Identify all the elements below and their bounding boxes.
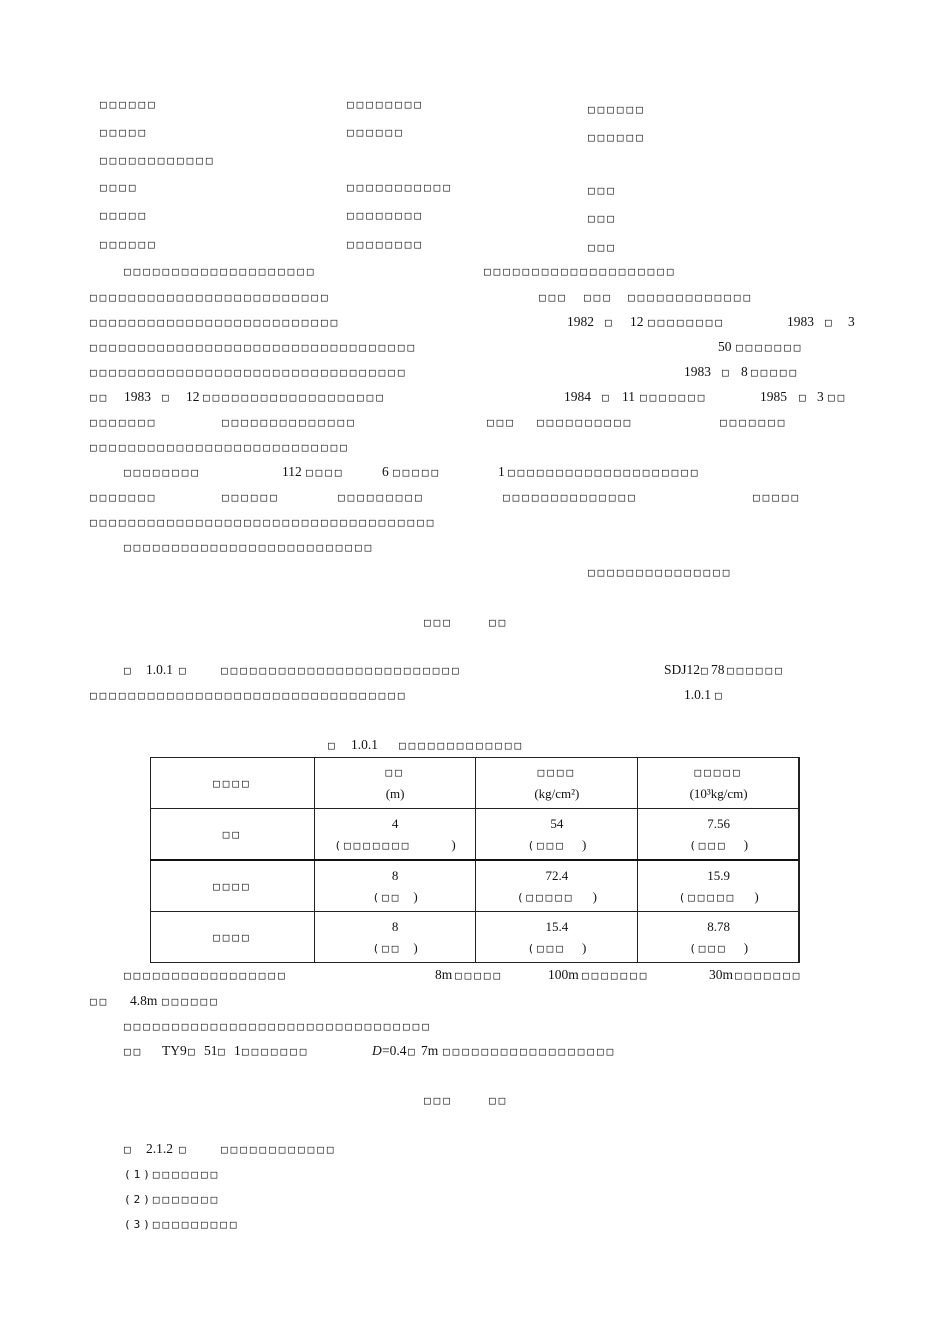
at-line1-e: □□□□□□□ — [582, 969, 650, 982]
header-3-label: □□□□□ — [694, 766, 743, 779]
at-line4-f: 1 — [234, 1043, 241, 1058]
row2-v2: 72.4 — [545, 867, 569, 883]
p1-line4-a: □□□□□□□□□□□□□□□□□□□□□□□□□□□□□□□□□□ — [90, 341, 418, 354]
c1-line1-d: □□□□□□□□□□□□□□□□□□□□□□□□□ — [221, 664, 462, 677]
p2-line1-a: □□□□□□□□ — [124, 466, 201, 479]
c1-line2-b: 1.0.1 — [684, 687, 711, 702]
p1-line5-e: □□□□□ — [751, 366, 800, 379]
row1-col1 — [314, 809, 476, 861]
row1-n3: (□□□ — [689, 838, 728, 852]
row2-name — [151, 860, 315, 912]
list-item: (1)□□□□□□□ — [124, 1168, 221, 1181]
row2-c3-close: ) — [754, 888, 759, 904]
p1-line5-c: □ — [722, 366, 732, 379]
at-line4-l: □□□□□□□□□□□□□□□□□□ — [443, 1045, 617, 1058]
table-row — [151, 860, 800, 912]
p1-line6-g: □ — [602, 391, 612, 404]
header-cell-1 — [314, 758, 476, 809]
header-r5-c1: □□□□□ — [100, 209, 149, 222]
p1-line2-b: □□□ — [539, 291, 568, 304]
c2-c: □ — [179, 1143, 189, 1156]
row1-n2: (□□□ — [527, 838, 566, 852]
section-2-number: □□□ — [424, 1094, 453, 1107]
c1-line1-b: 1.0.1 — [146, 662, 173, 677]
at-line2-a: □□ — [90, 995, 110, 1008]
p2-line1-d: 6 — [382, 464, 389, 479]
row3-v1: 8 — [391, 918, 399, 934]
p1-line6-k: □ — [799, 391, 809, 404]
c1-line2-a: □□□□□□□□□□□□□□□□□□□□□□□□□□□□□□□□□ — [90, 689, 408, 702]
c1-line1-a: □ — [124, 664, 134, 677]
p1-line2-a: □□□□□□□□□□□□□□□□□□□□□□□□□ — [90, 291, 331, 304]
p1-line8: □□□□□□□□□□□□□□□□□□□□□□□□□□□ — [90, 441, 350, 454]
header-r2-c2: □□□□□□ — [347, 126, 405, 139]
p1-line5-d: 8 — [741, 364, 748, 379]
p1-line4-b: 50 — [718, 339, 732, 354]
p1-line6-f: 1984 — [564, 389, 591, 404]
at-line4-b: TY9 — [162, 1043, 187, 1058]
list-item: (2)□□□□□□□ — [124, 1193, 221, 1206]
p2-line2-d: □□□□□□□□□□□□□□ — [503, 491, 638, 504]
p1-line3-b: 1982 — [567, 314, 594, 329]
c1-line1-f: □ — [701, 664, 711, 677]
row2-n2: (□□□□□ — [516, 890, 575, 904]
table-header-row — [151, 758, 800, 809]
row3-col2 — [476, 912, 638, 963]
c1-line2-c: □ — [715, 689, 725, 702]
header-cell-2 — [476, 758, 638, 809]
at-line4-g: □□□□□□□ — [242, 1045, 310, 1058]
row1-v1: 4 — [391, 815, 399, 831]
row2-name-text: □□□□ — [213, 880, 252, 893]
p2-line1-f: 1 — [498, 464, 505, 479]
table-right-border — [798, 757, 800, 963]
p1-line7-a: □□□□□□□ — [90, 416, 158, 429]
p1-line6-e: □□□□□□□□□□□□□□□□□□□ — [203, 391, 386, 404]
header-1-label: □□ — [385, 766, 405, 779]
p1-line3-e: □□□□□□□□ — [648, 316, 725, 329]
header-r6-c3: □□□ — [588, 241, 617, 254]
header-r2-c3: □□□□□□ — [588, 131, 646, 144]
row2-c1-close: ) — [413, 888, 418, 904]
header-r5-c2: □□□□□□□□ — [347, 209, 424, 222]
p2-line1-b: 112 — [282, 464, 302, 479]
table-row — [151, 809, 800, 861]
at-line1-f: 30m — [709, 967, 734, 982]
header-r4-c1: □□□□ — [100, 181, 139, 194]
p1-line7-d: □□□□□□□□□□ — [537, 416, 634, 429]
at-line4-c: □ — [188, 1045, 198, 1058]
row1-name — [151, 809, 315, 861]
header-name-label: □□□□ — [213, 777, 252, 790]
p2-line2-a: □□□□□□□ — [90, 491, 158, 504]
header-r6-c2: □□□□□□□□ — [347, 238, 424, 251]
p1-line7-e: □□□□□□□ — [720, 416, 788, 429]
c1-line1-h: □□□□□□ — [727, 664, 785, 677]
at-line3: □□□□□□□□□□□□□□□□□□□□□□□□□□□□□□□□ — [124, 1020, 432, 1033]
p1-line6-m: □□ — [828, 391, 848, 404]
row3-c2-close: ) — [581, 939, 587, 955]
row1-c2-close: ) — [581, 836, 587, 852]
c1-line1-c: □ — [179, 664, 189, 677]
p1-line6-h: 11 — [622, 389, 635, 404]
p1-line3-f: 1983 — [787, 314, 814, 329]
row1-c3-close: ) — [743, 836, 749, 852]
table-caption-title: □□□□□□□□□□□□□ — [399, 739, 525, 752]
header-1-unit: (m) — [385, 786, 405, 801]
row3-v2: 15.4 — [545, 918, 569, 934]
at-line4-h: D — [372, 1043, 382, 1058]
row3-c3-close: ) — [743, 939, 749, 955]
section-1-number: □□□ — [424, 616, 453, 629]
p2-line1-c: □□□□ — [306, 466, 345, 479]
header-r3-c1: □□□□□□□□□□□□ — [100, 154, 216, 167]
p1-line3-c: □ — [605, 316, 615, 329]
at-line2-b: 4.8m — [130, 993, 158, 1008]
p1-line5-a: □□□□□□□□□□□□□□□□□□□□□□□□□□□□□□□□□ — [90, 366, 408, 379]
row2-n3: (□□□□□ — [678, 890, 737, 904]
header-r2-c1: □□□□□ — [100, 126, 149, 139]
p1-line7-c: □□□ — [487, 416, 516, 429]
at-line4-a: □□ — [124, 1045, 144, 1058]
row1-name-text: □□ — [222, 828, 242, 841]
p1-line2-d: □□□□□□□□□□□□□ — [628, 291, 754, 304]
table-caption-a: □ — [328, 739, 338, 752]
p1-line1-a: □□□□□□□□□□□□□□□□□□□□ — [124, 265, 317, 278]
row1-col2 — [476, 809, 638, 861]
row3-n3: (□□□ — [689, 941, 728, 955]
p1-line6-j: 1985 — [760, 389, 787, 404]
header-r6-c1: □□□□□□ — [100, 238, 158, 251]
p1-line6-a: □□ — [90, 391, 110, 404]
p1-line1-b: □□□□□□□□□□□□□□□□□□□□ — [484, 265, 677, 278]
at-line2-c: □□□□□□ — [162, 995, 220, 1008]
p1-line5-b: 1983 — [684, 364, 711, 379]
p2-line2-b: □□□□□□ — [222, 491, 280, 504]
row3-col3 — [638, 912, 800, 963]
table-row — [151, 912, 800, 963]
at-line1-b: 8m — [435, 967, 453, 982]
header-cell-name — [151, 758, 315, 809]
p1-line4-c: □□□□□□□ — [736, 341, 804, 354]
header-3-unit: (10³kg/cm) — [689, 786, 748, 801]
p1-line3-a: □□□□□□□□□□□□□□□□□□□□□□□□□□ — [90, 316, 341, 329]
p3-line1: □□□□□□□□□□□□□□□□□□□□□□□□□□ — [124, 541, 375, 554]
data-table — [150, 757, 800, 963]
row3-v3: 8.78 — [707, 918, 730, 934]
p2-line2-c: □□□□□□□□□ — [338, 491, 425, 504]
row2-c2-close: ) — [592, 888, 597, 904]
at-line4-i: =0.4 — [382, 1043, 407, 1058]
row3-c1-close: ) — [413, 939, 418, 955]
p2-line1-e: □□□□□ — [393, 466, 442, 479]
p1-line3-d: 12 — [630, 314, 644, 329]
row3-name — [151, 912, 315, 963]
p1-line7-b: □□□□□□□□□□□□□□ — [222, 416, 357, 429]
row3-col1 — [314, 912, 476, 963]
at-line4-j: □ — [408, 1045, 418, 1058]
header-cell-3 — [638, 758, 800, 809]
row3-name-text: □□□□ — [213, 931, 252, 944]
row1-v2: 54 — [550, 815, 564, 831]
row2-col3 — [638, 860, 800, 912]
header-2-unit: (kg/cm²) — [534, 786, 580, 801]
at-line1-d: 100m — [548, 967, 579, 982]
row2-v1: 8 — [391, 867, 399, 883]
row1-col3 — [638, 809, 800, 861]
at-line4-k: 7m — [421, 1043, 439, 1058]
row2-n1: (□□ — [372, 890, 402, 904]
table-caption-number: 1.0.1 — [351, 737, 378, 752]
row2-col2 — [476, 860, 638, 912]
c2-a: □ — [124, 1143, 134, 1156]
header-r4-c3: □□□ — [588, 184, 617, 197]
c1-line1-g: 78 — [711, 662, 725, 677]
header-r1-c3: □□□□□□ — [588, 103, 646, 116]
section-1-title: □□ — [489, 616, 509, 629]
row3-n1: (□□ — [372, 941, 402, 955]
at-line4-d: 51 — [204, 1043, 218, 1058]
p1-line3-g: □ — [825, 316, 835, 329]
p2-line2-e: □□□□□ — [753, 491, 802, 504]
header-r5-c3: □□□ — [588, 212, 617, 225]
c2-title: □□□□□□□□□□□□ — [221, 1143, 337, 1156]
row1-n1: (□□□□□□□ — [334, 838, 412, 852]
row2-v3: 15.9 — [707, 867, 730, 883]
c2-number: 2.1.2 — [146, 1141, 173, 1156]
p1-line6-c: □ — [162, 391, 172, 404]
row3-n2: (□□□ — [527, 941, 566, 955]
header-r1-c1: □□□□□□ — [100, 98, 158, 111]
at-line4-e: □ — [218, 1045, 228, 1058]
at-line1-c: □□□□□ — [455, 969, 504, 982]
p1-line6-d: 12 — [186, 389, 200, 404]
p2-line3: □□□□□□□□□□□□□□□□□□□□□□□□□□□□□□□□□□□□ — [90, 516, 437, 529]
p1-line6-i: □□□□□□□ — [640, 391, 708, 404]
at-line1-g: □□□□□□□ — [735, 969, 803, 982]
list-item: (3)□□□□□□□□□ — [124, 1218, 240, 1231]
c1-line1-e: SDJ12 — [664, 662, 701, 677]
p2-line1-g: □□□□□□□□□□□□□□□□□□□□ — [508, 466, 701, 479]
at-line1-a: □□□□□□□□□□□□□□□□□ — [124, 969, 288, 982]
row1-c1-close: ) — [451, 836, 456, 852]
header-r1-c2: □□□□□□□□ — [347, 98, 424, 111]
p1-line6-l: 3 — [817, 389, 824, 404]
p1-line3-h: 3 — [848, 314, 855, 329]
header-r4-c2: □□□□□□□□□□□ — [347, 181, 453, 194]
p1-line2-c: □□□ — [584, 291, 613, 304]
section-2-title: □□ — [489, 1094, 509, 1107]
row2-col1 — [314, 860, 476, 912]
row1-v3: 7.56 — [707, 815, 730, 831]
signature: □□□□□□□□□□□□□□□ — [588, 566, 733, 579]
header-2-label: □□□□ — [537, 766, 577, 779]
p1-line6-b: 1983 — [124, 389, 151, 404]
